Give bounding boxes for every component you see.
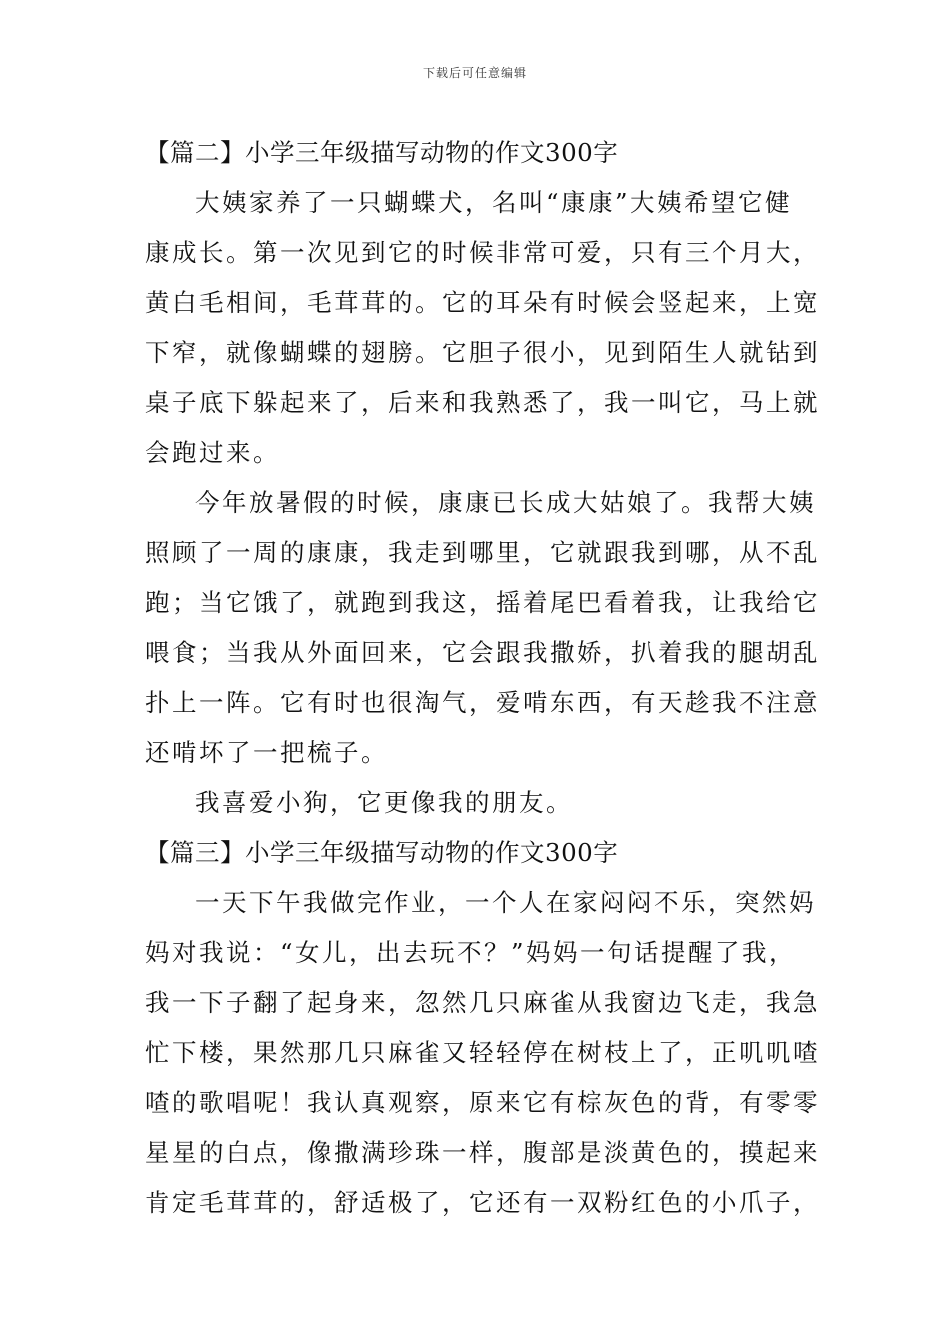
document-body <box>145 128 820 1228</box>
text-line: 妈对我说：“女儿，出去玩不？”妈妈一句话提醒了我， <box>145 938 797 967</box>
text-line: 扑上一阵。它有时也很淘气，爱啃东西，有天趁我不注意 <box>145 688 820 717</box>
text-line: 跑；当它饿了，就跑到我这，摇着尾巴看着我，让我给它 <box>145 588 820 617</box>
section-heading: 【篇三】小学三年级描写动物的作文300字 <box>145 838 619 867</box>
text-line: 会跑过来。 <box>145 438 280 467</box>
paragraph <box>145 178 820 478</box>
text-line: 还啃坏了一把梳子。 <box>145 738 388 767</box>
text-line: 我喜爱小狗，它更像我的朋友。 <box>195 788 573 817</box>
text-line: 喳的歌唱呢！我认真观察，原来它有棕灰色的背，有零零 <box>145 1088 820 1117</box>
text-line: 桌子底下躲起来了，后来和我熟悉了，我一叫它，马上就 <box>145 388 820 417</box>
text-line: 照顾了一周的康康，我走到哪里，它就跟我到哪，从不乱 <box>145 538 820 567</box>
text-line: 忙下楼，果然那几只麻雀又轻轻停在树枝上了，正叽叽喳 <box>145 1038 820 1067</box>
header-note: 下载后可任意编辑 <box>422 66 527 80</box>
paragraph <box>145 878 820 1228</box>
text-line: 今年放暑假的时候，康康已长成大姑娘了。我帮大姨 <box>195 488 816 517</box>
text-line: 黄白毛相间，毛茸茸的。它的耳朵有时候会竖起来，上宽 <box>145 288 820 317</box>
paragraph <box>145 478 820 778</box>
text-line: 肯定毛茸茸的，舒适极了，它还有一双粉红色的小爪子， <box>145 1188 820 1217</box>
text-line: 一天下午我做完作业，一个人在家闷闷不乐，突然妈 <box>195 888 816 917</box>
text-line: 我一下子翻了起身来，忽然几只麻雀从我窗边飞走，我急 <box>145 988 820 1017</box>
text-line: 康成长。第一次见到它的时候非常可爱，只有三个月大， <box>145 238 820 267</box>
section-heading: 【篇二】小学三年级描写动物的作文300字 <box>145 138 619 167</box>
text-line: 大姨家养了一只蝴蝶犬，名叫“康康”大姨希望它健 <box>195 188 793 217</box>
text-line: 下窄，就像蝴蝶的翅膀。它胆子很小，见到陌生人就钻到 <box>145 338 820 367</box>
paragraph <box>145 778 810 828</box>
text-line: 喂食；当我从外面回来，它会跟我撒娇，扒着我的腿胡乱 <box>145 638 820 667</box>
text-line: 星星的白点，像撒满珍珠一样，腹部是淡黄色的，摸起来 <box>145 1138 820 1167</box>
